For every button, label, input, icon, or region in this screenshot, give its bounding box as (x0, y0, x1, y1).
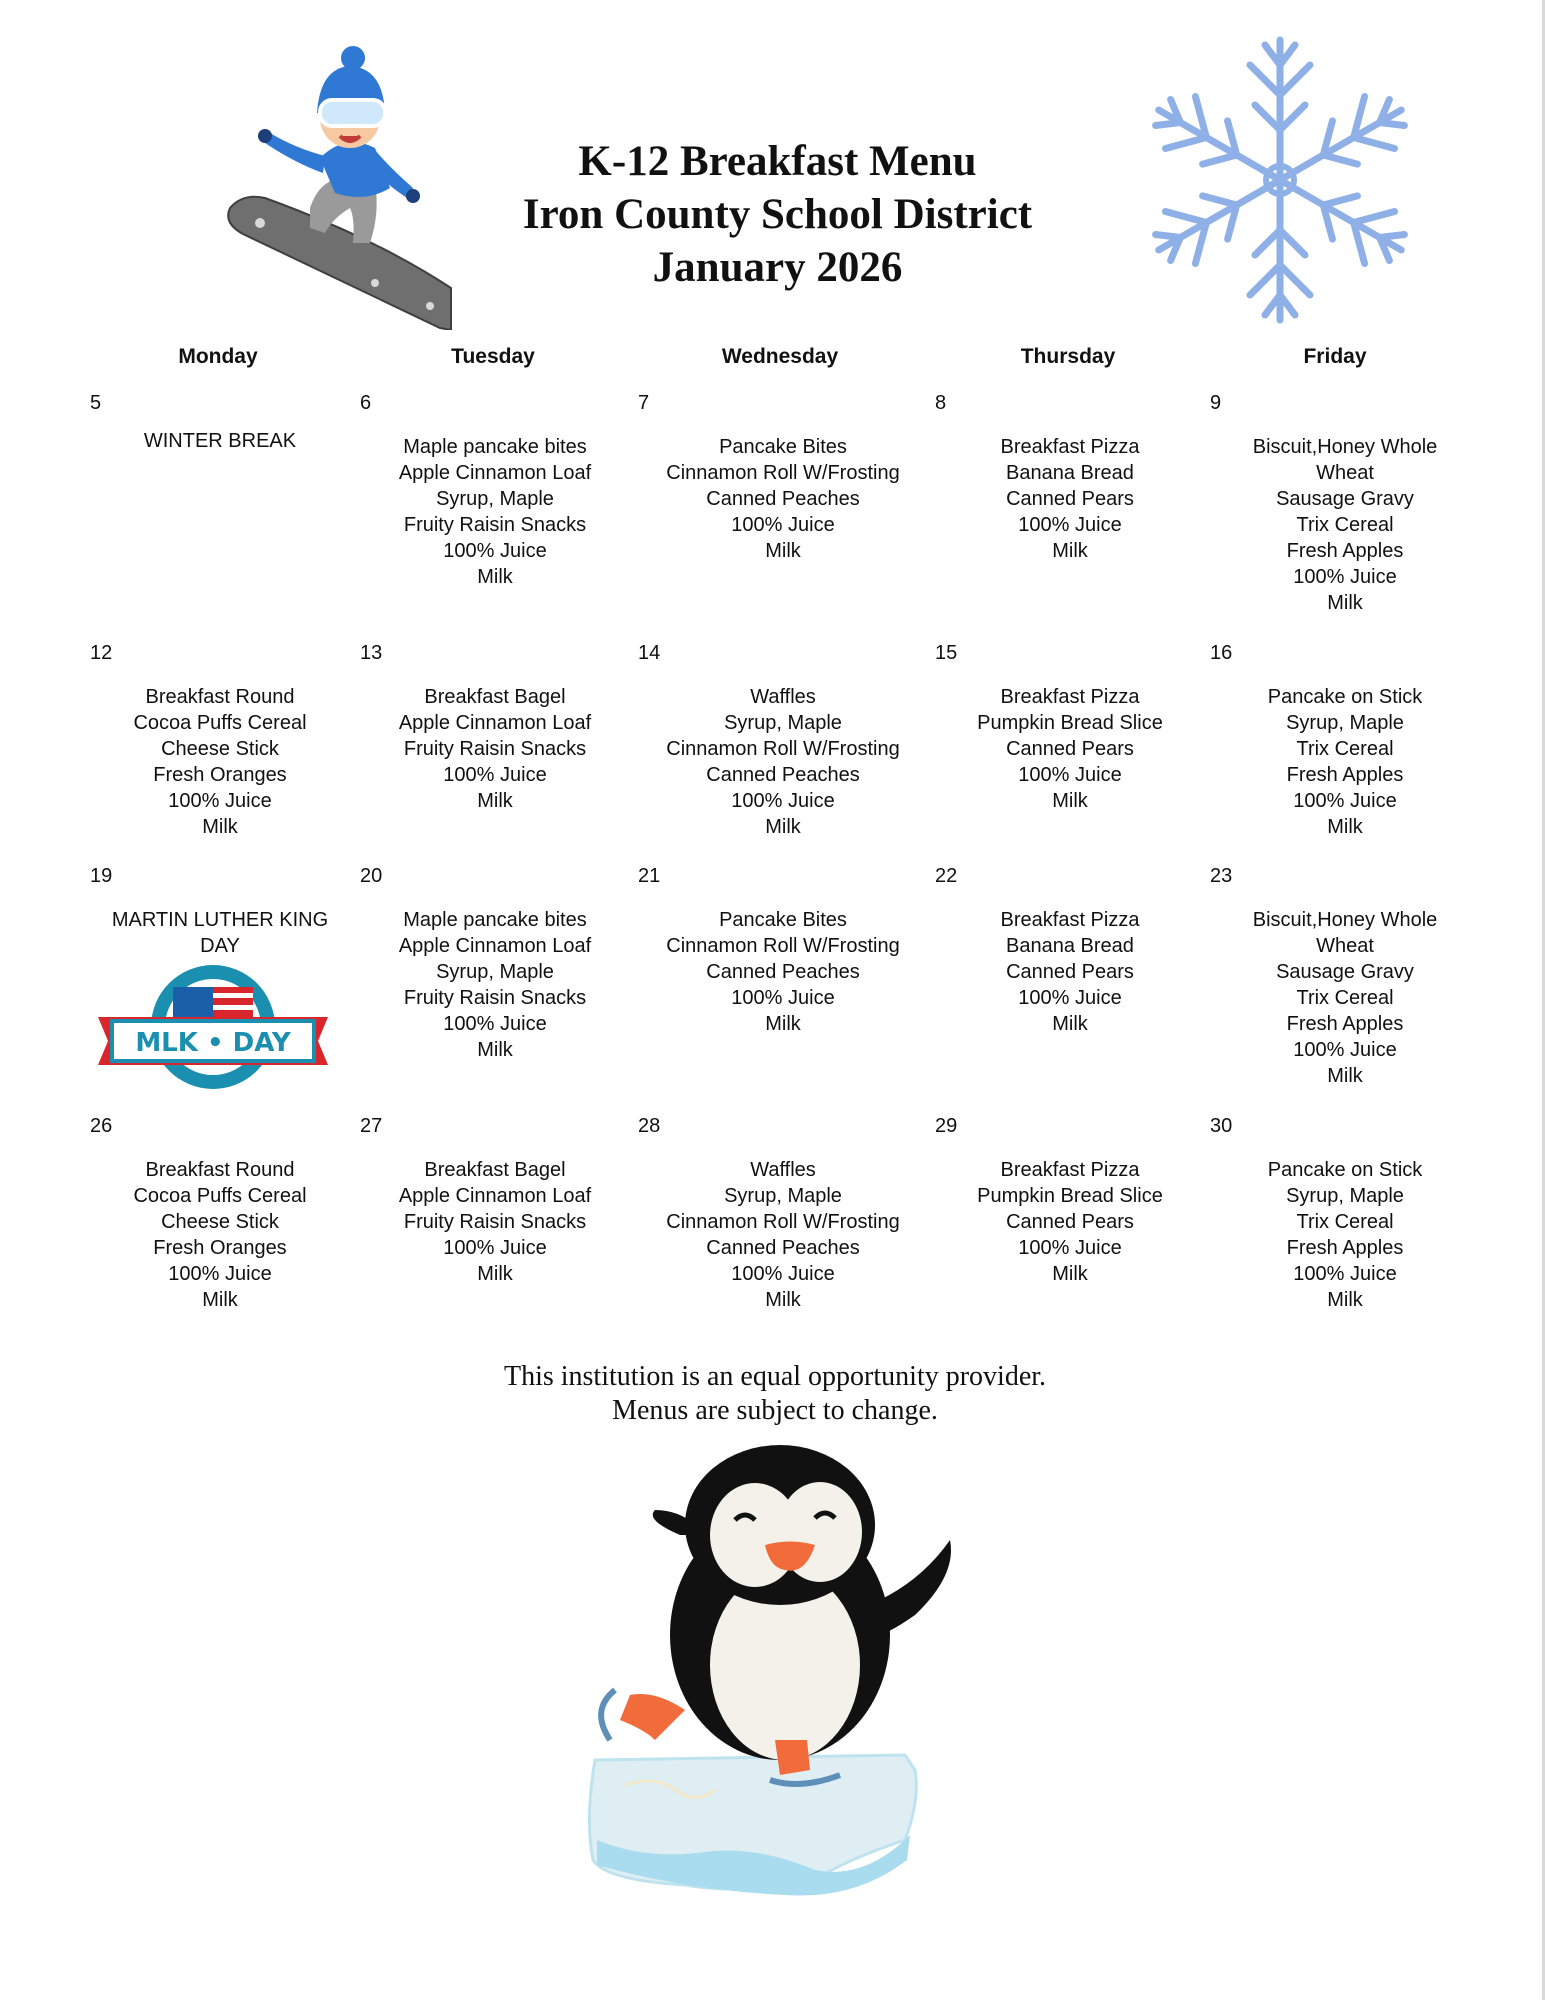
menu-item: Cinnamon Roll W/Frosting (666, 462, 900, 484)
menu-item: Milk (1052, 540, 1088, 562)
menu-item: Milk (1327, 816, 1363, 838)
snowflake-icon (1125, 30, 1435, 330)
calendar-day (935, 390, 1205, 630)
menu-item: Pumpkin Bread Slice (977, 1185, 1163, 1207)
date-number: 21 (638, 865, 661, 887)
menu-item: Milk (765, 540, 801, 562)
menu-item: Milk (202, 816, 238, 838)
calendar-day (90, 390, 350, 630)
mlk-badge-text: MLK • DAY (135, 1028, 291, 1058)
menu-item: 100% Juice (168, 1263, 272, 1285)
menu-items (90, 428, 350, 454)
menu-item: Syrup, Maple (724, 1185, 842, 1207)
menu-item: Waffles (750, 686, 816, 708)
calendar-day (1210, 863, 1480, 1103)
weekday-friday: Friday (1303, 345, 1367, 368)
menu-item: Sausage Gravy (1276, 488, 1414, 510)
date-number: 27 (360, 1115, 383, 1137)
date-number: 30 (1210, 1115, 1233, 1137)
menu-items (935, 434, 1205, 564)
menu-items (935, 907, 1205, 1037)
menu-item: Cocoa Puffs Cereal (133, 712, 307, 734)
menu-item: Milk (1052, 1263, 1088, 1285)
date-number: 13 (360, 642, 383, 664)
menu-item: Cheese Stick (161, 738, 279, 760)
calendar-day (90, 1113, 350, 1353)
menu-item: Cinnamon Roll W/Frosting (666, 738, 900, 760)
date-number: 8 (935, 392, 947, 414)
menu-item: Canned Peaches (706, 1237, 860, 1259)
menu-items (638, 684, 928, 840)
menu-item: Trix Cereal (1296, 987, 1394, 1009)
title-line-3: January 2026 (652, 244, 903, 291)
menu-item: Milk (202, 1289, 238, 1311)
menu-item: Milk (765, 1289, 801, 1311)
calendar-day (360, 640, 630, 880)
menu-item: Milk (477, 790, 513, 812)
menu-item: Breakfast Bagel (424, 686, 566, 708)
menu-item: Canned Pears (1006, 1211, 1134, 1233)
menu-item: Biscuit,Honey Whole (1252, 909, 1438, 931)
menu-item: Cinnamon Roll W/Frosting (666, 1211, 900, 1233)
date-number: 22 (935, 865, 958, 887)
menu-item: 100% Juice (1293, 566, 1397, 588)
calendar-day (90, 863, 350, 1103)
calendar-day (638, 1113, 928, 1353)
weekday-monday: Monday (178, 345, 258, 368)
weekday-wednesday: Wednesday (721, 345, 839, 368)
menu-item: Cocoa Puffs Cereal (133, 1185, 307, 1207)
menu-item: 100% Juice (1018, 987, 1122, 1009)
menu-item: Milk (1327, 1289, 1363, 1311)
menu-item: Fresh Apples (1286, 1237, 1404, 1259)
menu-item: Apple Cinnamon Loaf (398, 935, 592, 957)
menu-item: Milk (1327, 592, 1363, 614)
menu-item: Breakfast Round (145, 1159, 295, 1181)
menu-item: Biscuit,Honey Whole (1252, 436, 1438, 458)
date-number: 16 (1210, 642, 1233, 664)
menu-item: Pancake on Stick (1267, 1159, 1423, 1181)
menu-item: Fruity Raisin Snacks (403, 738, 587, 760)
menu-item: Breakfast Pizza (1000, 1159, 1140, 1181)
menu-item: Maple pancake bites (403, 909, 587, 931)
menu-item: DAY (200, 935, 240, 957)
menu-items (360, 684, 630, 814)
menu-items (1210, 434, 1480, 616)
date-number: 7 (638, 392, 650, 414)
menu-item: 100% Juice (731, 514, 835, 536)
calendar-day (1210, 640, 1480, 880)
menu-item: Waffles (750, 1159, 816, 1181)
menu-items (935, 684, 1205, 814)
menu-item: Fresh Apples (1286, 540, 1404, 562)
menu-item: 100% Juice (1293, 1039, 1397, 1061)
menu-item: Pumpkin Bread Slice (977, 712, 1163, 734)
menu-item: Canned Pears (1006, 738, 1134, 760)
menu-item: Fresh Oranges (153, 764, 287, 786)
menu-item: Pancake on Stick (1267, 686, 1423, 708)
menu-item: 100% Juice (443, 764, 547, 786)
menu-item: Banana Bread (1006, 935, 1134, 957)
menu-item: 100% Juice (443, 1013, 547, 1035)
calendar-day (1210, 1113, 1480, 1353)
menu-item: 100% Juice (443, 540, 547, 562)
menu-items (1210, 1157, 1480, 1313)
menu-item: Milk (477, 1039, 513, 1061)
menu-item: 100% Juice (1293, 1263, 1397, 1285)
menu-item: Canned Peaches (706, 764, 860, 786)
menu-item: Cinnamon Roll W/Frosting (666, 935, 900, 957)
calendar-day (638, 863, 928, 1103)
menu-item: Apple Cinnamon Loaf (398, 1185, 592, 1207)
menu-item: Cheese Stick (161, 1211, 279, 1233)
menu-item: 100% Juice (731, 790, 835, 812)
menu-item: Breakfast Bagel (424, 1159, 566, 1181)
menu-item: 100% Juice (731, 1263, 835, 1285)
calendar-day (360, 390, 630, 630)
calendar-day (935, 863, 1205, 1103)
menu-item: WINTER BREAK (143, 430, 297, 452)
footer (370, 1360, 1180, 1428)
menu-item: Fruity Raisin Snacks (403, 987, 587, 1009)
menu-item: Trix Cereal (1296, 514, 1394, 536)
footer-line-2: Menus are subject to change. (612, 1395, 938, 1426)
menu-item: Sausage Gravy (1276, 961, 1414, 983)
snowboarder-icon (225, 38, 455, 330)
menu-items (638, 1157, 928, 1313)
date-number: 20 (360, 865, 383, 887)
menu-item: Breakfast Pizza (1000, 436, 1140, 458)
menu-item: Apple Cinnamon Loaf (398, 462, 592, 484)
date-number: 9 (1210, 392, 1222, 414)
menu-item: Canned Pears (1006, 961, 1134, 983)
menu-item: Canned Peaches (706, 961, 860, 983)
menu-item: Milk (1052, 1013, 1088, 1035)
calendar-day (90, 640, 350, 880)
menu-item: Trix Cereal (1296, 1211, 1394, 1233)
menu-item: Canned Pears (1006, 488, 1134, 510)
date-number: 28 (638, 1115, 661, 1137)
menu-item: Fresh Apples (1286, 764, 1404, 786)
menu-item: Milk (1327, 1065, 1363, 1087)
menu-items (935, 1157, 1205, 1287)
menu-items (1210, 684, 1480, 840)
date-number: 5 (90, 392, 102, 414)
menu-item: 100% Juice (1018, 1237, 1122, 1259)
calendar-day (935, 1113, 1205, 1353)
menu-item: Pancake Bites (719, 909, 847, 931)
menu-item: Breakfast Pizza (1000, 909, 1140, 931)
date-number: 14 (638, 642, 661, 664)
weekday-tuesday: Tuesday (451, 345, 535, 368)
menu-items (1210, 907, 1480, 1089)
menu-item: Fresh Oranges (153, 1237, 287, 1259)
calendar-day (935, 640, 1205, 880)
footer-line-1: This institution is an equal opportunity provider. (503, 1361, 1047, 1392)
calendar-day (638, 640, 928, 880)
menu-item: Pancake Bites (719, 436, 847, 458)
weekday-thursday: Thursday (1020, 345, 1116, 368)
menu-item: Syrup, Maple (1286, 712, 1404, 734)
date-number: 15 (935, 642, 958, 664)
menu-item: Apple Cinnamon Loaf (398, 712, 592, 734)
date-number: 6 (360, 392, 372, 414)
menu-item: Milk (477, 566, 513, 588)
menu-item: Fresh Apples (1286, 1013, 1404, 1035)
menu-item: Milk (477, 1263, 513, 1285)
calendar-day (360, 863, 630, 1103)
date-number: 19 (90, 865, 113, 887)
calendar-day (638, 390, 928, 630)
menu-item: MARTIN LUTHER KING (111, 909, 329, 931)
menu-items (638, 907, 928, 1037)
menu-item: 100% Juice (1018, 764, 1122, 786)
menu-item: 100% Juice (731, 987, 835, 1009)
menu-item: Syrup, Maple (436, 961, 554, 983)
menu-item: Fruity Raisin Snacks (403, 514, 587, 536)
menu-title (470, 135, 1085, 294)
date-number: 23 (1210, 865, 1233, 887)
calendar-day (360, 1113, 630, 1353)
title-line-1: K-12 Breakfast Menu (578, 138, 977, 185)
mlk-day-badge-icon (98, 959, 328, 1099)
menu-item: Syrup, Maple (1286, 1185, 1404, 1207)
calendar-day (1210, 390, 1480, 630)
menu-item: Syrup, Maple (436, 488, 554, 510)
menu-item: Wheat (1316, 462, 1374, 484)
menu-item: Breakfast Pizza (1000, 686, 1140, 708)
menu-items (360, 434, 630, 590)
penguin-icon (585, 1440, 970, 1900)
menu-items (638, 434, 928, 564)
menu-item: Syrup, Maple (724, 712, 842, 734)
menu-items (90, 1157, 350, 1313)
menu-item: Fruity Raisin Snacks (403, 1211, 587, 1233)
menu-item: Milk (765, 816, 801, 838)
menu-item: Canned Peaches (706, 488, 860, 510)
menu-item: Banana Bread (1006, 462, 1134, 484)
date-number: 26 (90, 1115, 113, 1137)
menu-item: 100% Juice (1293, 790, 1397, 812)
menu-item: Milk (765, 1013, 801, 1035)
menu-item: Trix Cereal (1296, 738, 1394, 760)
date-number: 12 (90, 642, 113, 664)
menu-items (360, 907, 630, 1063)
title-line-2: Iron County School District (522, 191, 1033, 238)
menu-item: 100% Juice (443, 1237, 547, 1259)
menu-item: 100% Juice (168, 790, 272, 812)
menu-item: Wheat (1316, 935, 1374, 957)
menu-items (90, 907, 350, 959)
date-number: 29 (935, 1115, 958, 1137)
menu-items (360, 1157, 630, 1287)
menu-item: 100% Juice (1018, 514, 1122, 536)
menu-item: Milk (1052, 790, 1088, 812)
menu-item: Maple pancake bites (403, 436, 587, 458)
menu-items (90, 684, 350, 840)
menu-item: Breakfast Round (145, 686, 295, 708)
